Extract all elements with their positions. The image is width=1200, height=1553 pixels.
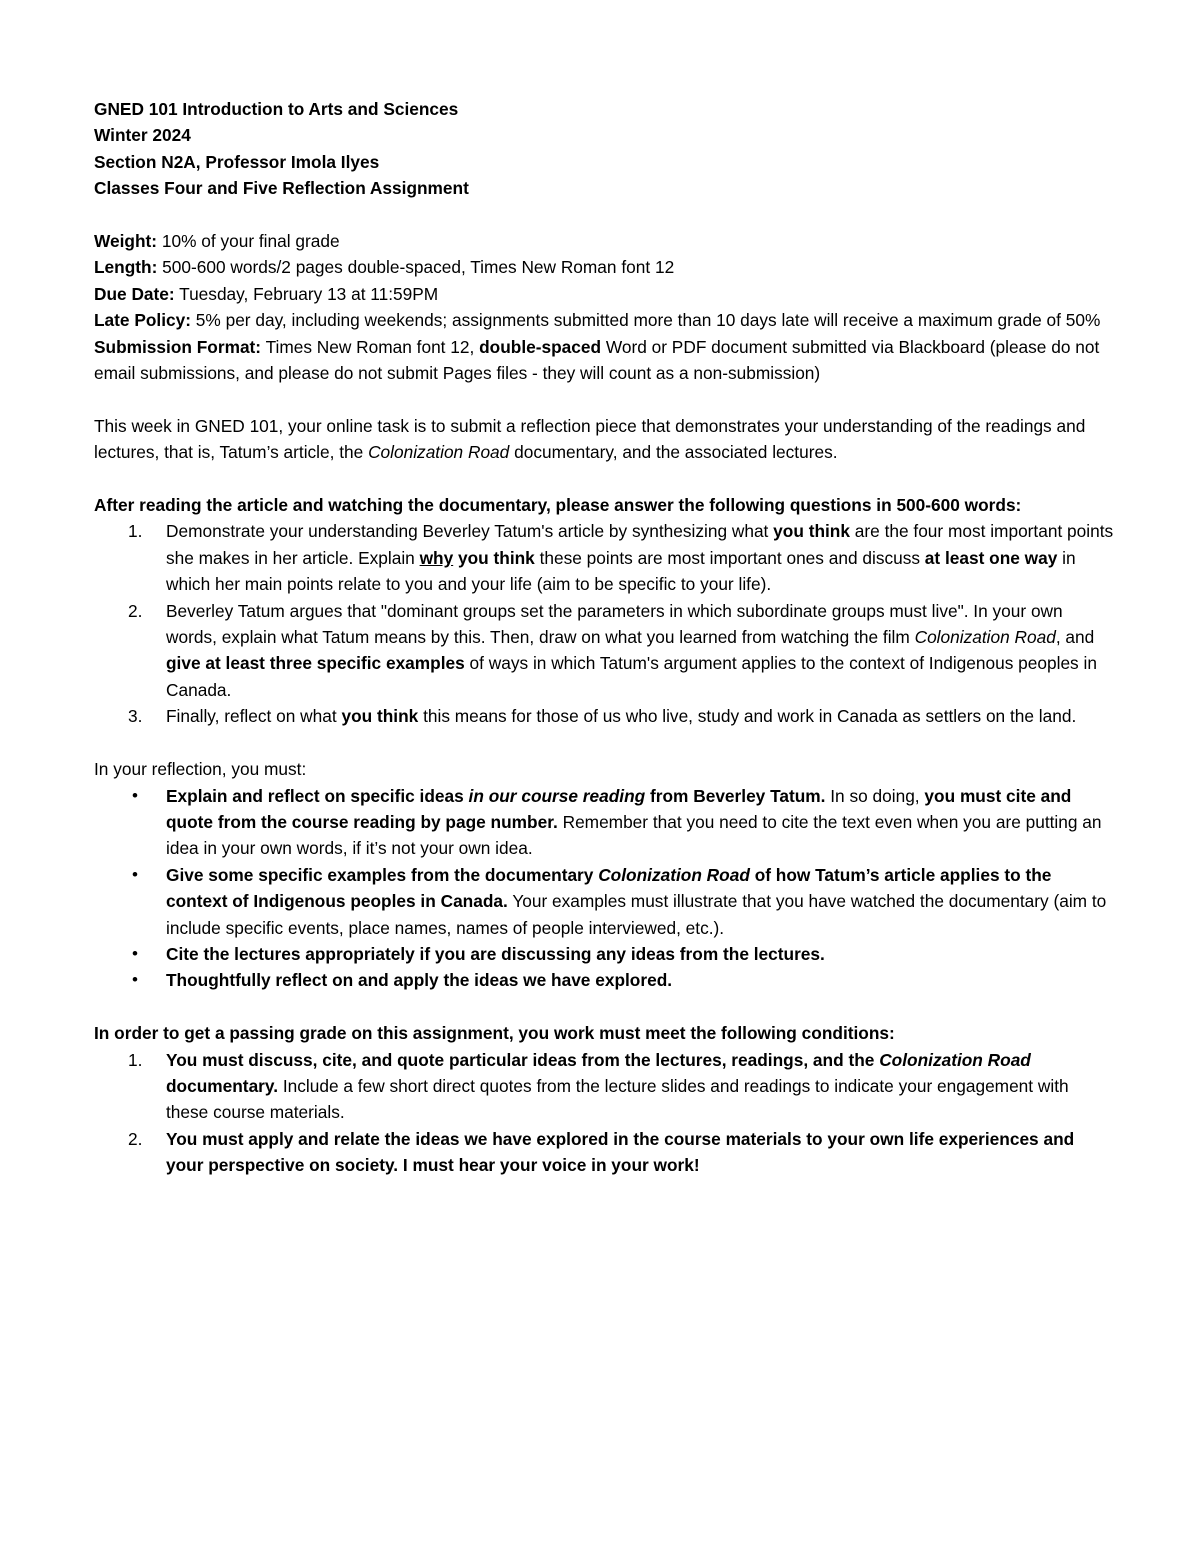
assignment-title: Classes Four and Five Reflection Assignment <box>94 178 469 199</box>
list-number: 1. <box>128 521 143 542</box>
condition-item: 2. You must apply and relate the ideas we have explored in the course materials to your own life experiences and your perspective on society. I must hear your voice in your work! <box>94 1126 1114 1179</box>
question-item: 3. Finally, reflect on what you think this means for those of us who live, study and work in Canada as settlers on the land. <box>94 703 1114 729</box>
reflection-list <box>94 783 1114 994</box>
spacer <box>94 202 1114 228</box>
questions-heading: After reading the article and watching the documentary, please answer the following questions in 500-600 words: <box>94 495 1022 516</box>
bullet-icon: • <box>132 864 138 884</box>
bullet-icon: • <box>132 970 138 990</box>
document-body <box>94 96 1114 1179</box>
list-number: 2. <box>128 600 143 621</box>
conditions-list <box>94 1047 1114 1179</box>
list-number: 1. <box>128 1049 143 1070</box>
submission-format-line: Submission Format: Times New Roman font 12, double-spaced Word or PDF document submitted via Blackboard (please do not email submissions, and please do not submit Pages files - they will count as a non-submission) <box>94 336 1100 384</box>
course-title: GNED 101 Introduction to Arts and Sciences <box>94 99 459 119</box>
reflection-item: • Explain and reflect on specific ideas in our course reading from Beverley Tatum. In so doing, you must cite and quote from the course reading by page number. Remember that you need to cite the text even when you are putting an idea in your own words, if it’s not your own idea. <box>94 783 1114 862</box>
intro-paragraph: This week in GNED 101, your online task is to submit a reflection piece that demonstrates your understanding of the readings and lectures, that is, Tatum’s article, the Colonization Road documentary, and the associated lectures. <box>94 415 1086 463</box>
due-date-line: Due Date: Tuesday, February 13 at 11:59PM <box>94 283 439 304</box>
conditions-heading: In order to get a passing grade on this assignment, you work must meet the following conditions: <box>94 1023 895 1044</box>
length-line: Length: 500-600 words/2 pages double-spaced, Times New Roman font 12 <box>94 257 675 278</box>
list-number: 3. <box>128 706 143 727</box>
spacer <box>94 994 1114 1020</box>
question-item: 2. Beverley Tatum argues that "dominant groups set the parameters in which subordinate groups must live". In your own words, explain what Tatum means by this. Then, draw on what you learned from watching the film Colonization Road, and give at least three specific examples of ways in which Tatum's argument applies to the context of Indigenous peoples in Canada. <box>94 598 1114 704</box>
section-professor: Section N2A, Professor Imola Ilyes <box>94 151 380 172</box>
question-item: 1. Demonstrate your understanding Beverley Tatum's article by synthesizing what you think are the four most important points she makes in her article. Explain why you think these points are most important ones and discuss at least one way in which her main points relate to you and your life (aim to be specific to your life). <box>94 518 1114 597</box>
list-number: 2. <box>128 1128 143 1149</box>
questions-list <box>94 518 1114 729</box>
spacer <box>94 466 1114 492</box>
reflection-item: • Give some specific examples from the documentary Colonization Road of how Tatum’s article applies to the context of Indigenous peoples in Canada. Your examples must illustrate that you have watched the documentary (aim to include specific events, place names, names of people interviewed, etc.). <box>94 862 1114 941</box>
bullet-icon: • <box>132 943 138 963</box>
late-policy-line: Late Policy: 5% per day, including weekends; assignments submitted more than 10 days late will receive a maximum grade of 50% <box>94 310 1101 331</box>
reflection-item: • Thoughtfully reflect on and apply the ideas we have explored. <box>94 967 1114 993</box>
bullet-icon: • <box>132 785 138 805</box>
condition-item: 1. You must discuss, cite, and quote particular ideas from the lectures, readings, and the Colonization Road documentary. Include a few short direct quotes from the lecture slides and readings to indicate your engagement with these course materials. <box>94 1047 1114 1126</box>
reflection-item: • Cite the lectures appropriately if you are discussing any ideas from the lectures. <box>94 941 1114 967</box>
weight-line: Weight: 10% of your final grade <box>94 231 340 252</box>
spacer <box>94 386 1114 412</box>
reflection-intro: In your reflection, you must: <box>94 759 307 780</box>
spacer <box>94 730 1114 756</box>
term: Winter 2024 <box>94 125 191 146</box>
